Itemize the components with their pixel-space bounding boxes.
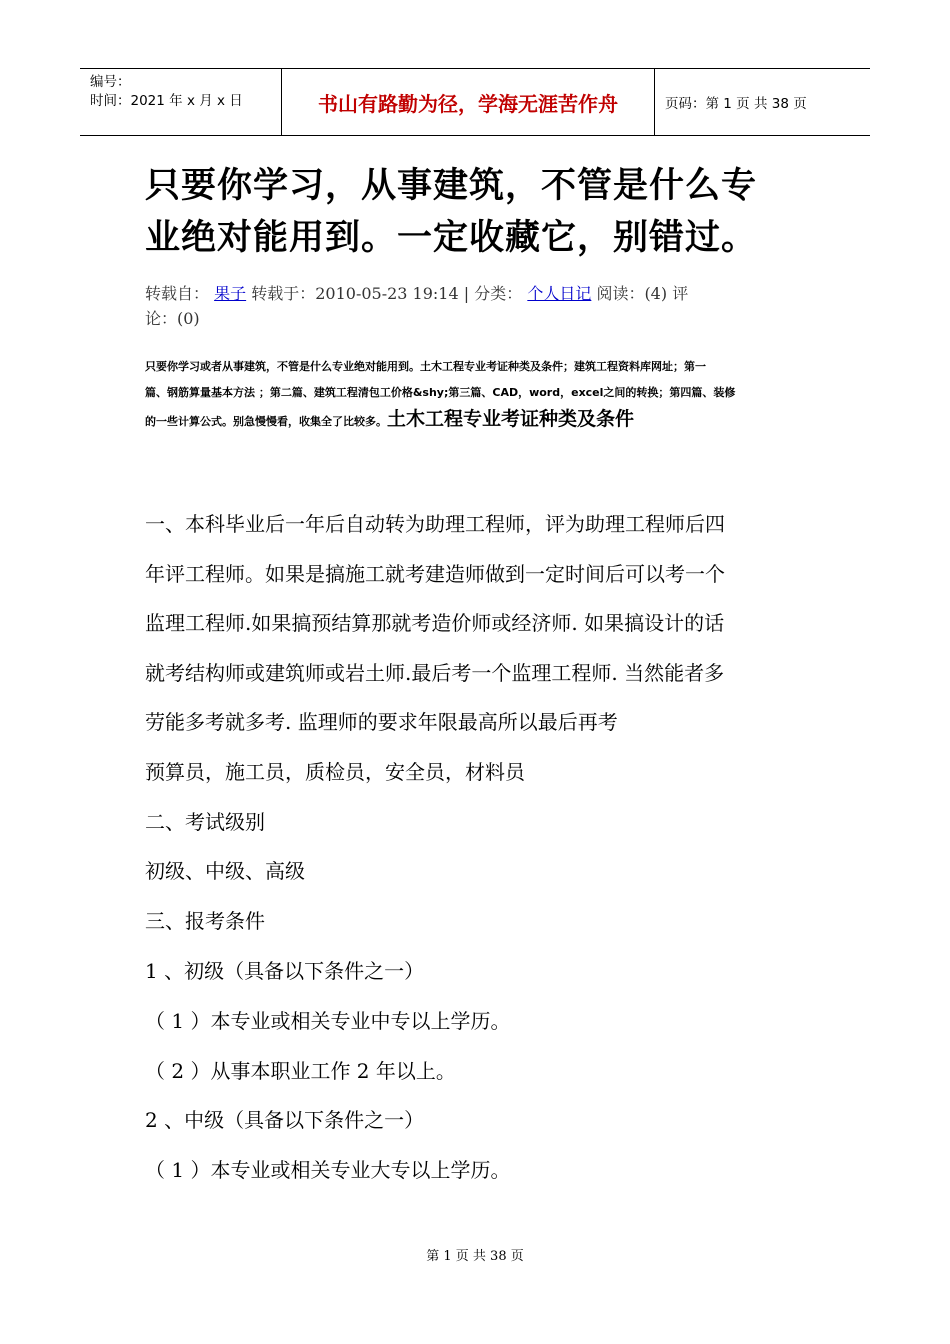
section-heading: 二、考试级别 [145, 810, 265, 834]
footer-page-number: 第 1 页 共 38 页 [426, 1249, 524, 1264]
page-title [145, 160, 825, 264]
header-table [80, 68, 870, 136]
meta-reprint: 转载于：2010-05-23 19:14 | 分类： [251, 284, 523, 303]
paragraph-line: 就考结构师或建筑师或岩土师.最后考一个监理工程师. 当然能者多 [145, 661, 725, 685]
article-meta [145, 281, 810, 331]
number-label: 编号： [90, 74, 131, 90]
section-heading: 三、报考条件 [145, 909, 265, 933]
page-label: 页码：第 1 页 共 38 页 [665, 96, 807, 112]
summary-line-2: 篇、钢筋算量基本方法 ；第二篇、建筑工程清包工价格&shy;第三篇、CAD，word，excel之间的转换；第四篇、装修 [145, 386, 736, 399]
summary-heading: 土木工程专业考证种类及条件 [387, 408, 635, 430]
list-item: （ 2 ）从事本职业工作 2 年以上。 [145, 1059, 456, 1083]
paragraph-line: 初级、中级、高级 [145, 859, 305, 883]
list-item: （ 1 ）本专业或相关专业中专以上学历。 [145, 1009, 511, 1033]
title-line-2: 业绝对能用到。一定收藏它，别错过。 [145, 218, 758, 258]
meta-read: 阅读：(4) 评 [596, 284, 689, 303]
list-item: 1 、初级（具备以下条件之一） [145, 959, 425, 983]
paragraph-line: 一、本科毕业后一年后自动转为助理工程师，评为助理工程师后四 [145, 512, 725, 536]
page-footer [0, 1245, 950, 1264]
header-motto-cell [282, 69, 655, 135]
paragraph-line: 预算员，施工员，质检员，安全员，材料员 [145, 760, 525, 784]
author-link[interactable]: 果子 [214, 284, 247, 303]
time-label: 时间：2021 年 x 月 x 日 [90, 93, 243, 109]
paragraph-line: 监理工程师.如果搞预结算那就考造价师或经济师. 如果搞设计的话 [145, 611, 725, 635]
header-page-cell [655, 69, 870, 135]
summary-line-3: 的一些计算公式。别急慢慢看，收集全了比较多。 [145, 415, 387, 428]
list-item: （ 1 ）本专业或相关专业大专以上学历。 [145, 1158, 511, 1182]
list-item: 2 、中级（具备以下条件之一） [145, 1108, 425, 1132]
paragraph-line: 年评工程师。如果是搞施工就考建造师做到一定时间后可以考一个 [145, 562, 725, 586]
motto-text: 书山有路勤为径，学海无涯苦作舟 [318, 91, 618, 116]
summary-line-1: 只要你学习或者从事建筑，不管是什么专业绝对能用到。土木工程专业考证种类及条件；建筑工程资料库网址；第一 [145, 360, 706, 373]
meta-prefix: 转载自： [145, 284, 210, 303]
paragraph-line: 劳能多考就多考. 监理师的要求年限最高所以最后再考 [145, 710, 618, 734]
article-summary [145, 354, 805, 435]
meta-comment: 论：(0) [145, 309, 200, 328]
category-link[interactable]: 个人日记 [527, 284, 592, 303]
title-line-1: 只要你学习，从事建筑，不管是什么专 [145, 166, 758, 206]
header-info-cell [80, 69, 282, 135]
